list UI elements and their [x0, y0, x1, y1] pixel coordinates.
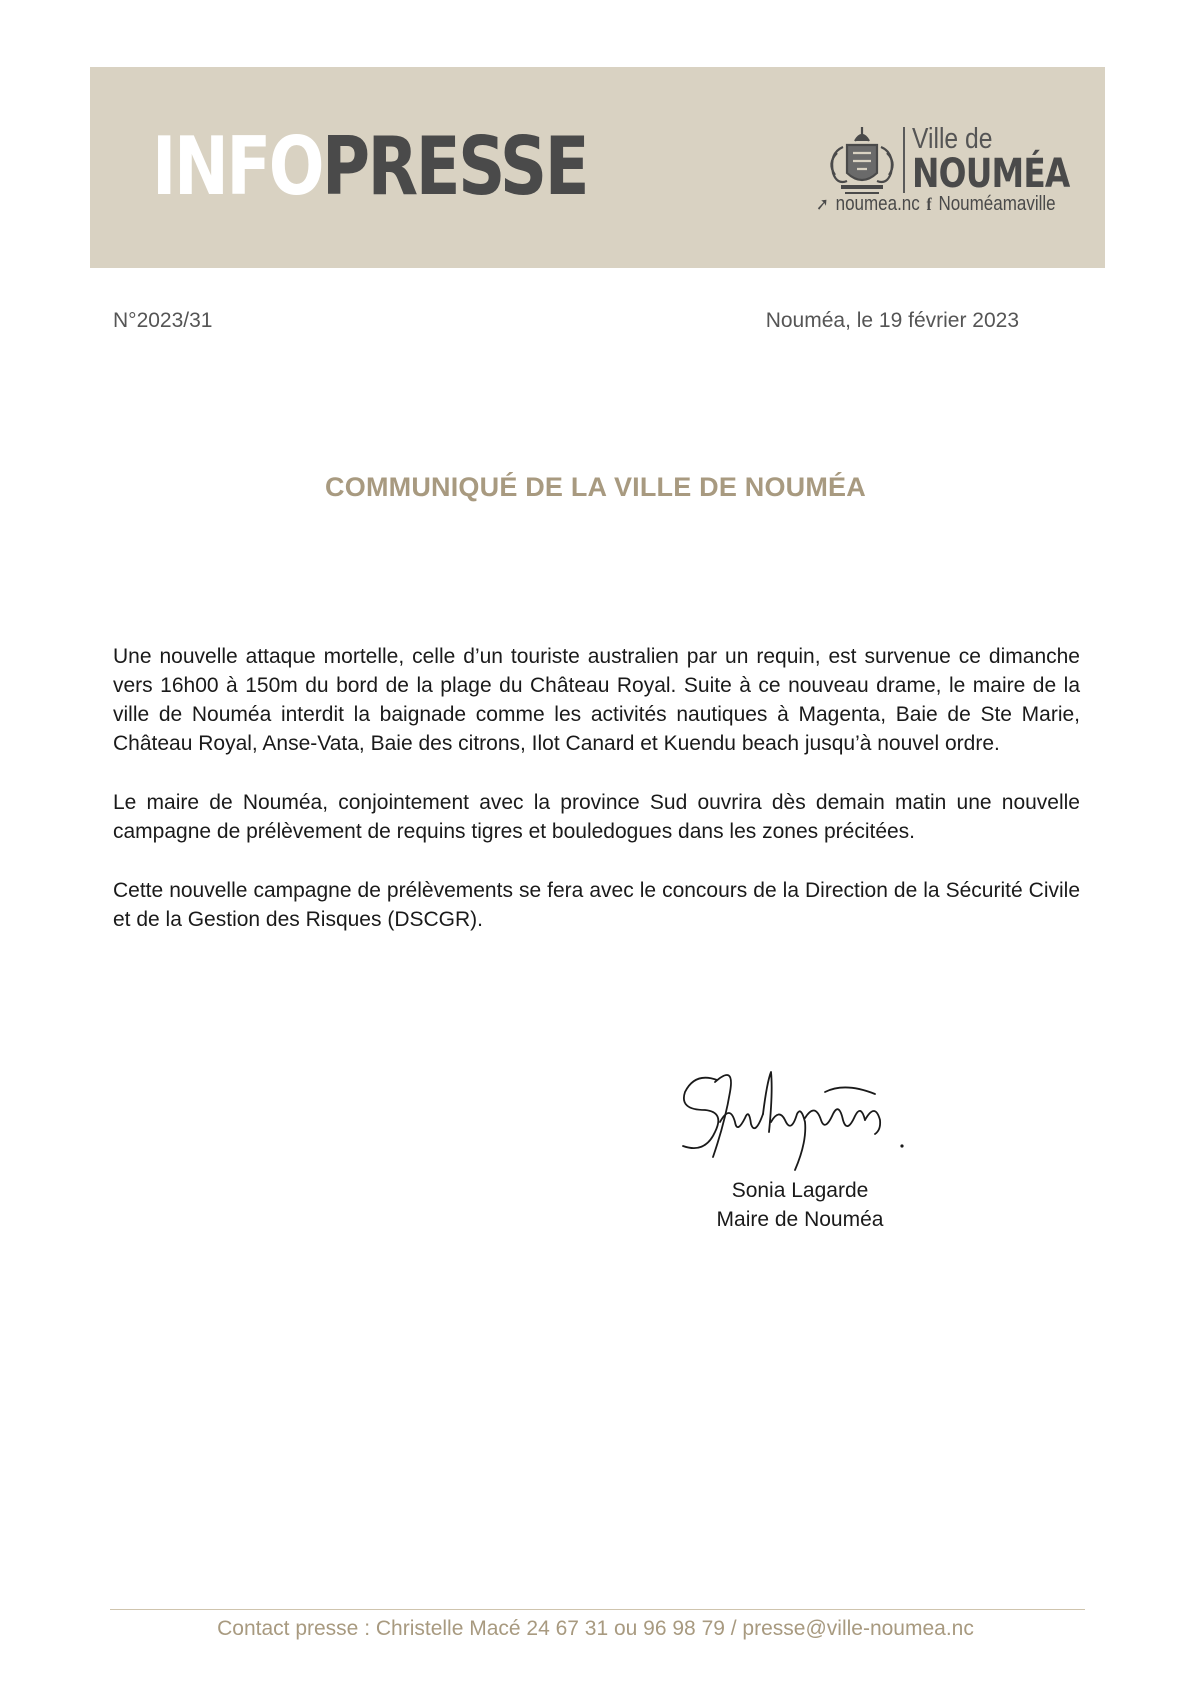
signatory-name: Sonia Lagarde: [731, 1179, 869, 1202]
site-link[interactable]: noumea.nc: [835, 193, 920, 215]
header-banner: [90, 67, 1105, 268]
brand-presse: PRESSE: [322, 120, 588, 213]
press-release-number: N°2023/31: [113, 309, 213, 332]
communique-body: [113, 642, 1080, 964]
release-date: Nouméa, le 19 février 2023: [765, 309, 1019, 332]
info-presse-logo: [152, 119, 587, 215]
arrow-pointer-icon: ➚: [816, 194, 829, 214]
signatory: [680, 1176, 920, 1234]
logo-social-links: [816, 191, 1056, 217]
logo-divider: [903, 127, 905, 193]
footer-divider: [110, 1609, 1085, 1610]
logo-ville-text: Ville de: [912, 123, 993, 155]
brand-info: INFO: [152, 120, 323, 213]
body-paragraph: Une nouvelle attaque mortelle, celle d’un touriste australien par un requin, est survenue ce dimanche vers 16h00 à 150m du bord de la plage du Château Royal. Suite à ce nouveau drame, le maire de la ville de Nouméa interdit la baignade comme les activités nautiques à Magenta, Baie de Ste Marie, Château Royal, Anse-Vata, Baie des citrons, Ilot Canard et Kuendu beach jusqu’à nouvel ordre.: [113, 645, 1080, 755]
communique-title: COMMUNIQUÉ DE LA VILLE DE NOUMÉA: [325, 472, 866, 502]
body-paragraph: Le maire de Nouméa, conjointement avec la province Sud ouvrira dès demain matin une nouvelle campagne de prélèvement de requins tigres et bouledogues dans les zones précitées.: [113, 791, 1080, 843]
city-crest-icon: [817, 123, 907, 201]
facebook-icon: f: [926, 194, 932, 214]
handwritten-signature: [675, 1062, 910, 1182]
signatory-role: Maire de Nouméa: [716, 1208, 884, 1231]
logo-noumea-text: NOUMÉA: [912, 151, 1070, 197]
facebook-link[interactable]: Nouméamaville: [938, 193, 1056, 215]
press-contact: Contact presse : Christelle Macé 24 67 31 ou 96 98 79 / presse@ville-noumea.nc: [217, 1617, 974, 1640]
body-paragraph: Cette nouvelle campagne de prélèvements se fera avec le concours de la Direction de la Sécurité Civile et de la Gestion des Risques (DSCGR).: [113, 879, 1080, 931]
